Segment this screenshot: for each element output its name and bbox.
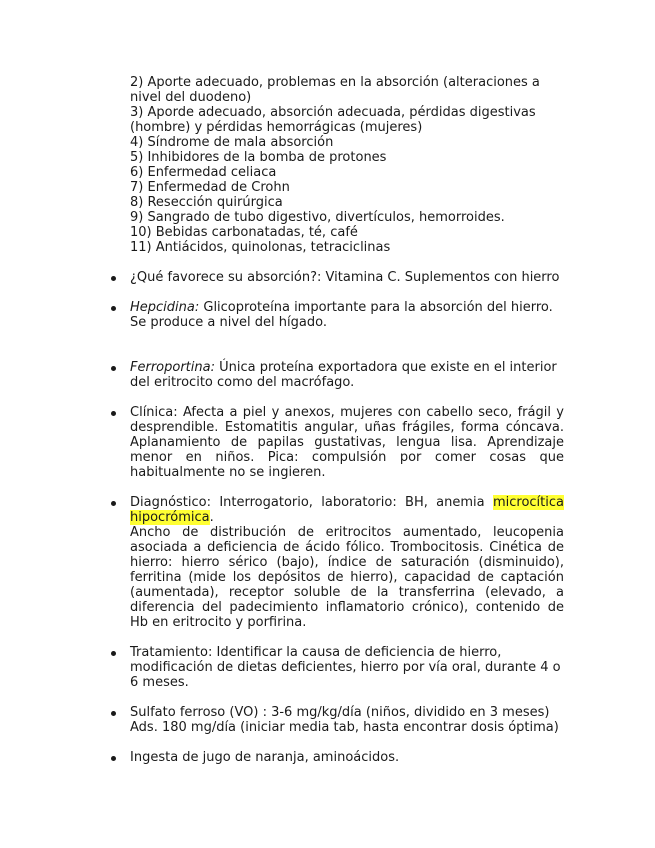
bullet-clinica: [130, 405, 564, 480]
bullet-ingesta: [130, 750, 564, 765]
diagnostico-detail: Ancho de distribución de eritrocitos aumentado, leucopenia asociada a deficiencia de ácido fólico. Trombocitosis. Cinética de hierro: hierro sérico (bajo), índice de saturación (disminuido), ferritina (mide los depósitos de hierro), capacidad de captación (aumentada), receptor soluble de la transferrina (elevado, a diferencia del padecimiento inflamatorio crónico), contenido de Hb en eritrocito y porfirina.: [130, 525, 564, 630]
diagnostico-post: .: [209, 510, 214, 525]
ferroportina-term: Ferroportina:: [130, 360, 215, 375]
list-item: 11) Antiácidos, quinolonas, tetraciclinas: [130, 240, 391, 255]
ferroportina-text: Única proteína exportadora que existe en el interior del eritrocito como del macrófago.: [130, 360, 557, 390]
bullet-hepcidina: [130, 300, 564, 330]
bullet-sulfato: [130, 705, 564, 735]
list-item: 10) Bebidas carbonatadas, té, café: [130, 225, 358, 240]
sulfato-line-2: Ads. 180 mg/día (iniciar media tab, hasta encontrar dosis óptima): [130, 720, 559, 735]
bullet-tratamiento: [130, 645, 564, 690]
list-item: 2) Aporte adecuado, problemas en la absorción (alteraciones a nivel del duodeno): [130, 75, 540, 105]
bullet-ferroportina: [130, 360, 564, 390]
list-item: 8) Resección quirúrgica: [130, 195, 283, 210]
bullet-diagnostico: [130, 495, 564, 630]
list-item: 9) Sangrado de tubo digestivo, divertículos, hemorroides.: [130, 210, 505, 225]
list-item: 4) Síndrome de mala absorción: [130, 135, 334, 150]
diagnostico-highlight: microcítica hipocrómica: [130, 495, 564, 525]
bullet-absorcion: [130, 270, 564, 285]
ingesta-text: Ingesta de jugo de naranja, aminoácidos.: [130, 750, 400, 765]
clinica-text: Clínica: Afecta a piel y anexos, mujeres con cabello seco, frágil y desprendible. Estomatitis angular, uñas frágiles, forma cóncava. Aplanamiento de papilas gustativas, lengua lisa. Aprendizaje menor en niños. Pica: compulsión por comer cosas que habitualmente no se ingieren.: [130, 405, 564, 480]
hepcidina-term: Hepcidina:: [130, 300, 200, 315]
list-item: 5) Inhibidores de la bomba de protones: [130, 150, 387, 165]
diagnostico-pre: Diagnóstico: Interrogatorio, laboratorio: BH, anemia: [130, 495, 493, 510]
hepcidina-text: Glicoproteína importante para la absorción del hierro. Se produce a nivel del hígado.: [130, 300, 553, 330]
tratamiento-text: Tratamiento: Identificar la causa de deficiencia de hierro, modificación de dietas deficientes, hierro por vía oral, durante 4 o 6 meses.: [130, 645, 561, 690]
sulfato-line-1: Sulfato ferroso (VO) : 3-6 mg/kg/día (niños, dividido en 3 meses): [130, 705, 550, 720]
absorcion-text: ¿Qué favorece su absorción?: Vitamina C. Suplementos con hierro: [130, 270, 560, 285]
diagnostico-line: [130, 495, 564, 525]
list-item: 6) Enfermedad celiaca: [130, 165, 277, 180]
causes-list: [130, 75, 560, 255]
list-item: 3) Aporde adecuado, absorción adecuada, pérdidas digestivas (hombre) y pérdidas hemorrágicas (mujeres): [130, 105, 536, 135]
list-item: 7) Enfermedad de Crohn: [130, 180, 290, 195]
